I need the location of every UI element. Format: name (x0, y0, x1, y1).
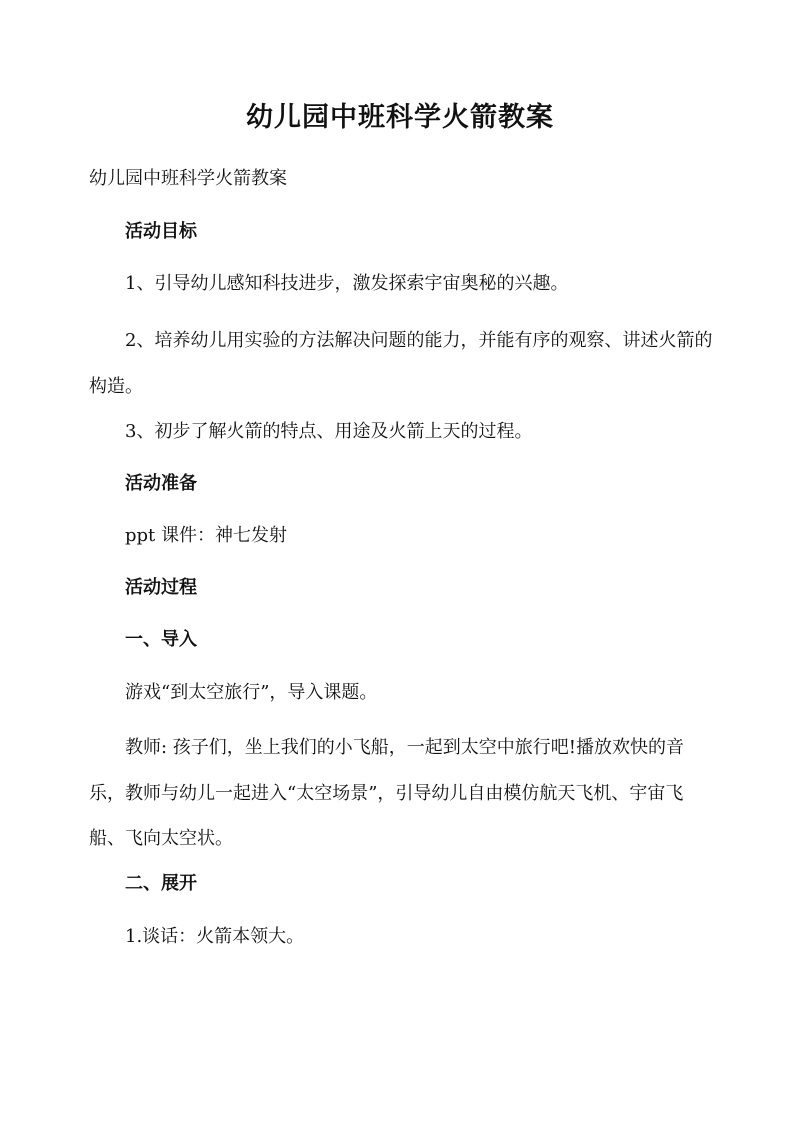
document-title: 幼儿园中班科学火箭教案 (246, 102, 554, 133)
preparation-text: ppt 课件：神七发射 (125, 525, 287, 546)
section-heading-process: 活动过程 (125, 577, 197, 598)
goal-item-1: 1、引导幼儿感知科技进步，激发探索宇宙奥秘的兴趣。 (125, 273, 569, 294)
talk-text: 1.谈话：火箭本领大。 (125, 926, 305, 947)
teacher-paragraph: 教师: 孩子们，坐上我们的小飞船，一起到太空中旅行吧!播放欢快的音乐，教师与幼儿一起进入“太空场景”，引导幼儿自由模仿航天飞机、宇宙飞船、飞向太空状。 (89, 737, 685, 849)
document-subtitle: 幼儿园中班科学火箭教案 (89, 168, 287, 189)
step-heading-intro: 一、导入 (125, 629, 197, 650)
intro-text: 游戏“到太空旅行”，导入课题。 (125, 682, 378, 703)
section-heading-preparation: 活动准备 (125, 473, 197, 494)
goal-item-2: 2、培养幼儿用实验的方法解决问题的能力，并能有序的观察、讲述火箭的构造。 (89, 330, 713, 397)
section-heading-goals: 活动目标 (125, 221, 197, 242)
goal-item-3: 3、初步了解火箭的特点、用途及火箭上天的过程。 (125, 421, 533, 442)
step-heading-expand: 二、展开 (125, 873, 197, 894)
